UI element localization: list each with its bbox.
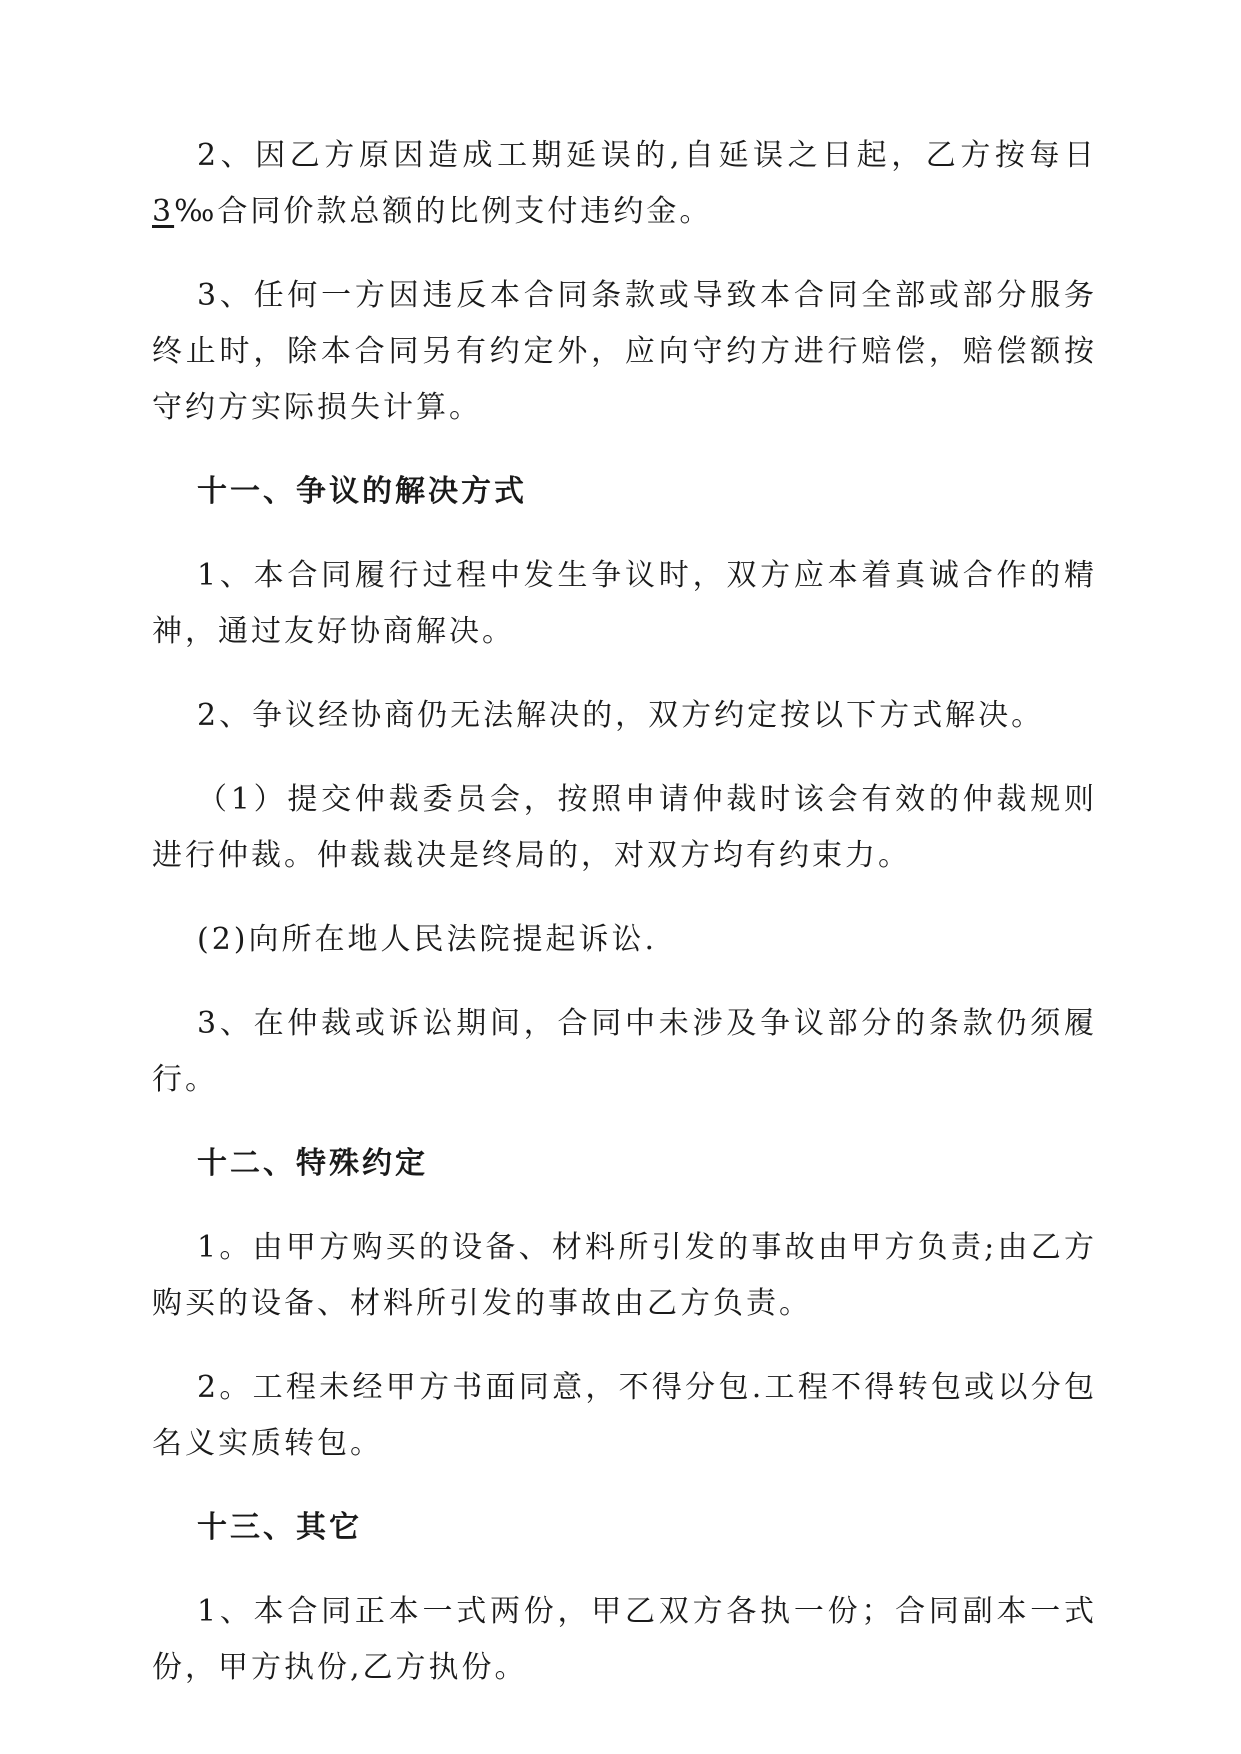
compensation-clause: 3、任何一方因违反本合同条款或导致本合同全部或部分服务终止时，除本合同另有约定外，应向守约方进行赔偿，赔偿额按守约方实际损失计算。 [152,278,1097,425]
continued-performance-clause: 3、在仲裁或诉讼期间，合同中未涉及争议部分的条款仍须履行。 [152,1006,1097,1097]
penalty-rate-value: 3 [152,194,175,229]
section-12-heading: 十二、特殊约定 [197,1146,428,1181]
section-11-heading: 十一、争议的解决方式 [197,474,527,509]
arbitration-option: （1）提交仲裁委员会，按照申请仲裁时该会有效的仲裁规则进行仲裁。仲裁裁决是终局的，对双方均有约束力。 [152,782,1097,873]
section-13-heading: 十三、其它 [197,1510,362,1545]
copies-clause: 1、本合同正本一式两份，甲乙双方各执一份；合同副本一式份，甲方执份,乙方执份。 [152,1594,1097,1685]
dispute-negotiation-clause: 1、本合同履行过程中发生争议时，双方应本着真诚合作的精神，通过友好协商解决。 [152,558,1097,649]
equipment-liability-clause: 1。由甲方购买的设备、材料所引发的事故由甲方负责;由乙方购买的设备、材料所引发的事故由乙方负责。 [152,1230,1097,1321]
penalty-delay-text-end: ‰合同价款总额的比例支付违约金。 [174,194,713,229]
document-page [152,128,1097,1724]
subcontract-clause: 2。工程未经甲方书面同意，不得分包.工程不得转包或以分包名义实质转包。 [152,1370,1097,1461]
dispute-resolution-clause: 2、争议经协商仍无法解决的，双方约定按以下方式解决。 [197,698,1045,733]
litigation-option: (2)向所在地人民法院提起诉讼. [197,922,658,957]
penalty-delay-text-start: 2、因乙方原因造成工期延误的,自延误之日起，乙方按每日 [197,138,1097,173]
penalty-delay-clause [152,128,1097,240]
